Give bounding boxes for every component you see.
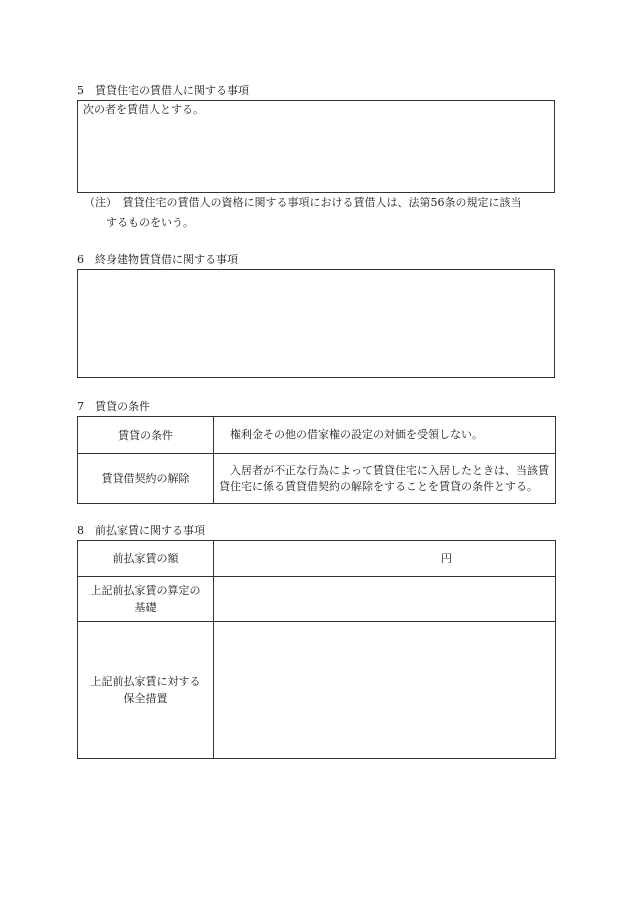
section-number: 7 <box>77 400 84 413</box>
rental-conditions-table <box>77 416 556 504</box>
section-number: 8 <box>77 524 84 537</box>
lifetime-lease-box <box>77 269 555 378</box>
row-value <box>214 577 556 622</box>
section-7-heading <box>77 400 150 415</box>
section-5-heading <box>77 84 249 99</box>
tenant-box-text: 次の者を賃借人とする。 <box>83 103 204 116</box>
row-value: 入居者が不正な行為によって賃貸住宅に入居したときは、当該賃貸住宅に係る賃貸借契約の解除をすることを賃貸の条件とする。 <box>214 454 556 504</box>
row-label: 前払家賃の額 <box>78 541 214 577</box>
row-value: 円 <box>214 541 556 577</box>
tenant-box <box>77 100 555 193</box>
prepaid-rent-table <box>77 540 556 759</box>
section-title: 賃貸の条件 <box>95 400 150 413</box>
row-value: 権利金その他の借家権の設定の対価を受領しない。 <box>214 417 556 454</box>
section-title: 前払家賃に関する事項 <box>95 524 205 537</box>
table-row <box>78 417 556 454</box>
section-5-note <box>84 193 554 233</box>
section-number: 5 <box>77 84 84 97</box>
lifetime-lease-text <box>78 270 554 274</box>
row-value <box>214 622 556 759</box>
section-title: 賃貸住宅の賃借人に関する事項 <box>95 84 249 97</box>
table-row <box>78 541 556 577</box>
row-label: 上記前払家賃の算定の基礎 <box>78 577 214 622</box>
row-label: 上記前払家賃に対する保全措置 <box>78 622 214 759</box>
note-line-2: するものをいう。 <box>106 216 194 229</box>
table-row <box>78 622 556 759</box>
note-line-1: （注） 賃貸住宅の賃借人の資格に関する事項における賃借人は、法第56条の規定に該当 <box>84 196 522 209</box>
table-row <box>78 454 556 504</box>
row-label: 賃貸の条件 <box>78 417 214 454</box>
section-number: 6 <box>77 253 84 266</box>
row-label: 賃貸借契約の解除 <box>78 454 214 504</box>
section-6-heading <box>77 253 238 268</box>
table-row <box>78 577 556 622</box>
section-8-heading <box>77 524 205 539</box>
section-title: 終身建物賃貸借に関する事項 <box>95 253 238 266</box>
